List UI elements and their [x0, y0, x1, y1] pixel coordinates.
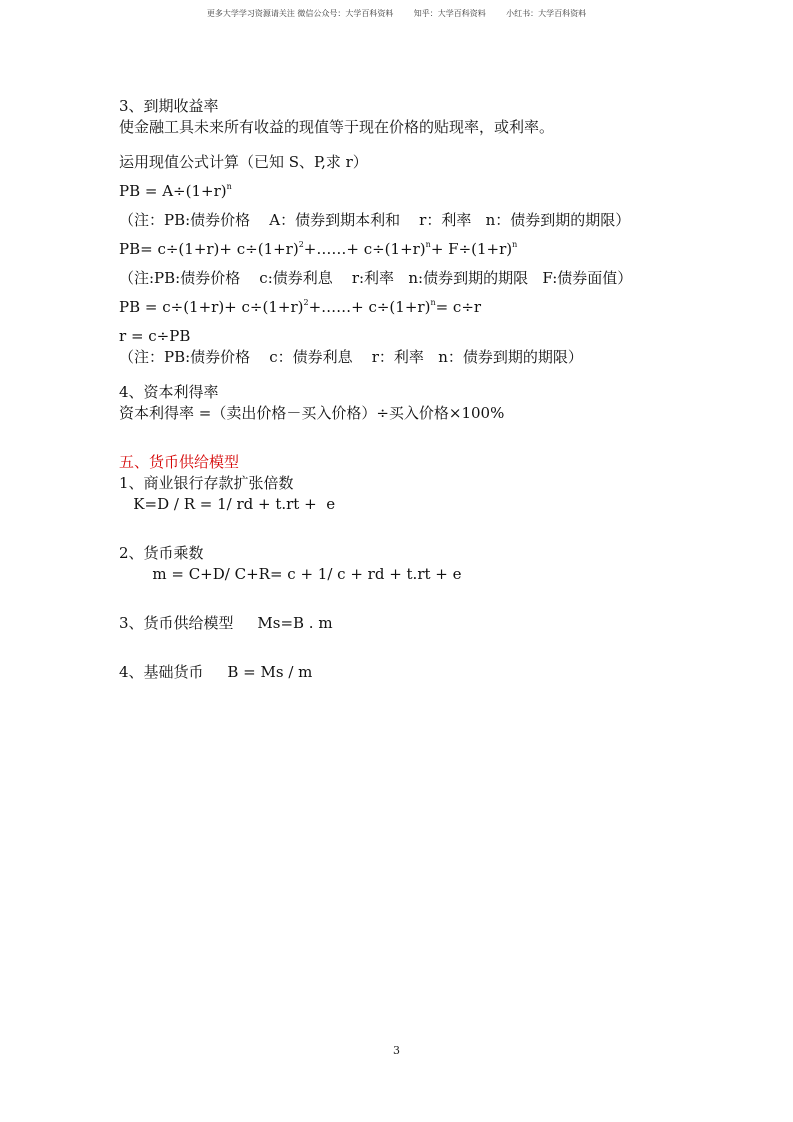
- section-3-title: 3、到期收益率: [119, 97, 219, 115]
- formula-1: [119, 181, 739, 202]
- page-header: 更多大学学习资源请关注 微信公众号：大学百科资料 知乎：大学百科资料 小红书：大学百科资料: [206, 9, 587, 18]
- section-5-item-2-title: 2、货币乘数: [119, 544, 204, 562]
- formula-1-exponent: n: [226, 182, 232, 191]
- section-5-item-4: 4、基础货币 B = Ms / m: [119, 663, 313, 681]
- section-5-heading: 五、货币供给模型: [119, 453, 240, 471]
- formula-2-part-a: PB= c÷(1+r)+ c÷(1+r): [119, 240, 299, 258]
- section-5-item-1-formula: K=D / R = 1/ rd + t.rt + e: [119, 495, 336, 513]
- formula-2-exponent-3: n: [512, 240, 518, 249]
- formula-3-exponent-2: n: [430, 298, 436, 307]
- section-5-item-3: 3、货币供给模型 Ms=B . m: [119, 614, 333, 632]
- section-4-formula: 资本利得率 =（卖出价格－买入价格）÷买入价格×100%: [119, 404, 505, 422]
- formula-3-exponent-1: 2: [303, 298, 309, 307]
- note-3: （注：PB:债券价格 c：债券利息 r：利率 n：债券到期的期限）: [119, 348, 583, 366]
- formula-2-part-c: + F÷(1+r): [430, 240, 513, 258]
- formula-2-exponent-2: n: [425, 240, 431, 249]
- note-1: （注：PB:债券价格 A：债券到期本利和 r：利率 n：债券到期的期限）: [119, 211, 631, 229]
- page-content: [119, 96, 739, 683]
- formula-3: [119, 297, 739, 318]
- note-2: （注:PB:债券价格 c:债券利息 r:利率 n:债券到期的期限 F:债券面值）: [119, 269, 633, 287]
- calc-method-text: 运用现值公式计算（已知 S、P,求 r）: [119, 153, 368, 171]
- section-3-description: 使金融工具未来所有收益的现值等于现在价格的贴现率，或利率。: [119, 118, 555, 136]
- formula-1-main: PB = A÷(1+r): [119, 182, 227, 200]
- page-number: 3: [393, 1044, 400, 1057]
- formula-4: r = c÷PB: [119, 327, 191, 345]
- formula-3-part-c: = c÷r: [435, 298, 482, 316]
- section-5-item-1-title: 1、商业银行存款扩张倍数: [119, 474, 294, 492]
- formula-3-part-a: PB = c÷(1+r)+ c÷(1+r): [119, 298, 304, 316]
- formula-3-part-b: +……+ c÷(1+r): [308, 298, 431, 316]
- formula-2-exponent-1: 2: [298, 240, 304, 249]
- section-4-title: 4、资本利得率: [119, 383, 219, 401]
- formula-2: [119, 239, 739, 260]
- formula-2-part-b: +……+ c÷(1+r): [303, 240, 426, 258]
- section-5-item-2-formula: m = C+D/ C+R= c + 1/ c + rd + t.rt + e: [119, 565, 462, 583]
